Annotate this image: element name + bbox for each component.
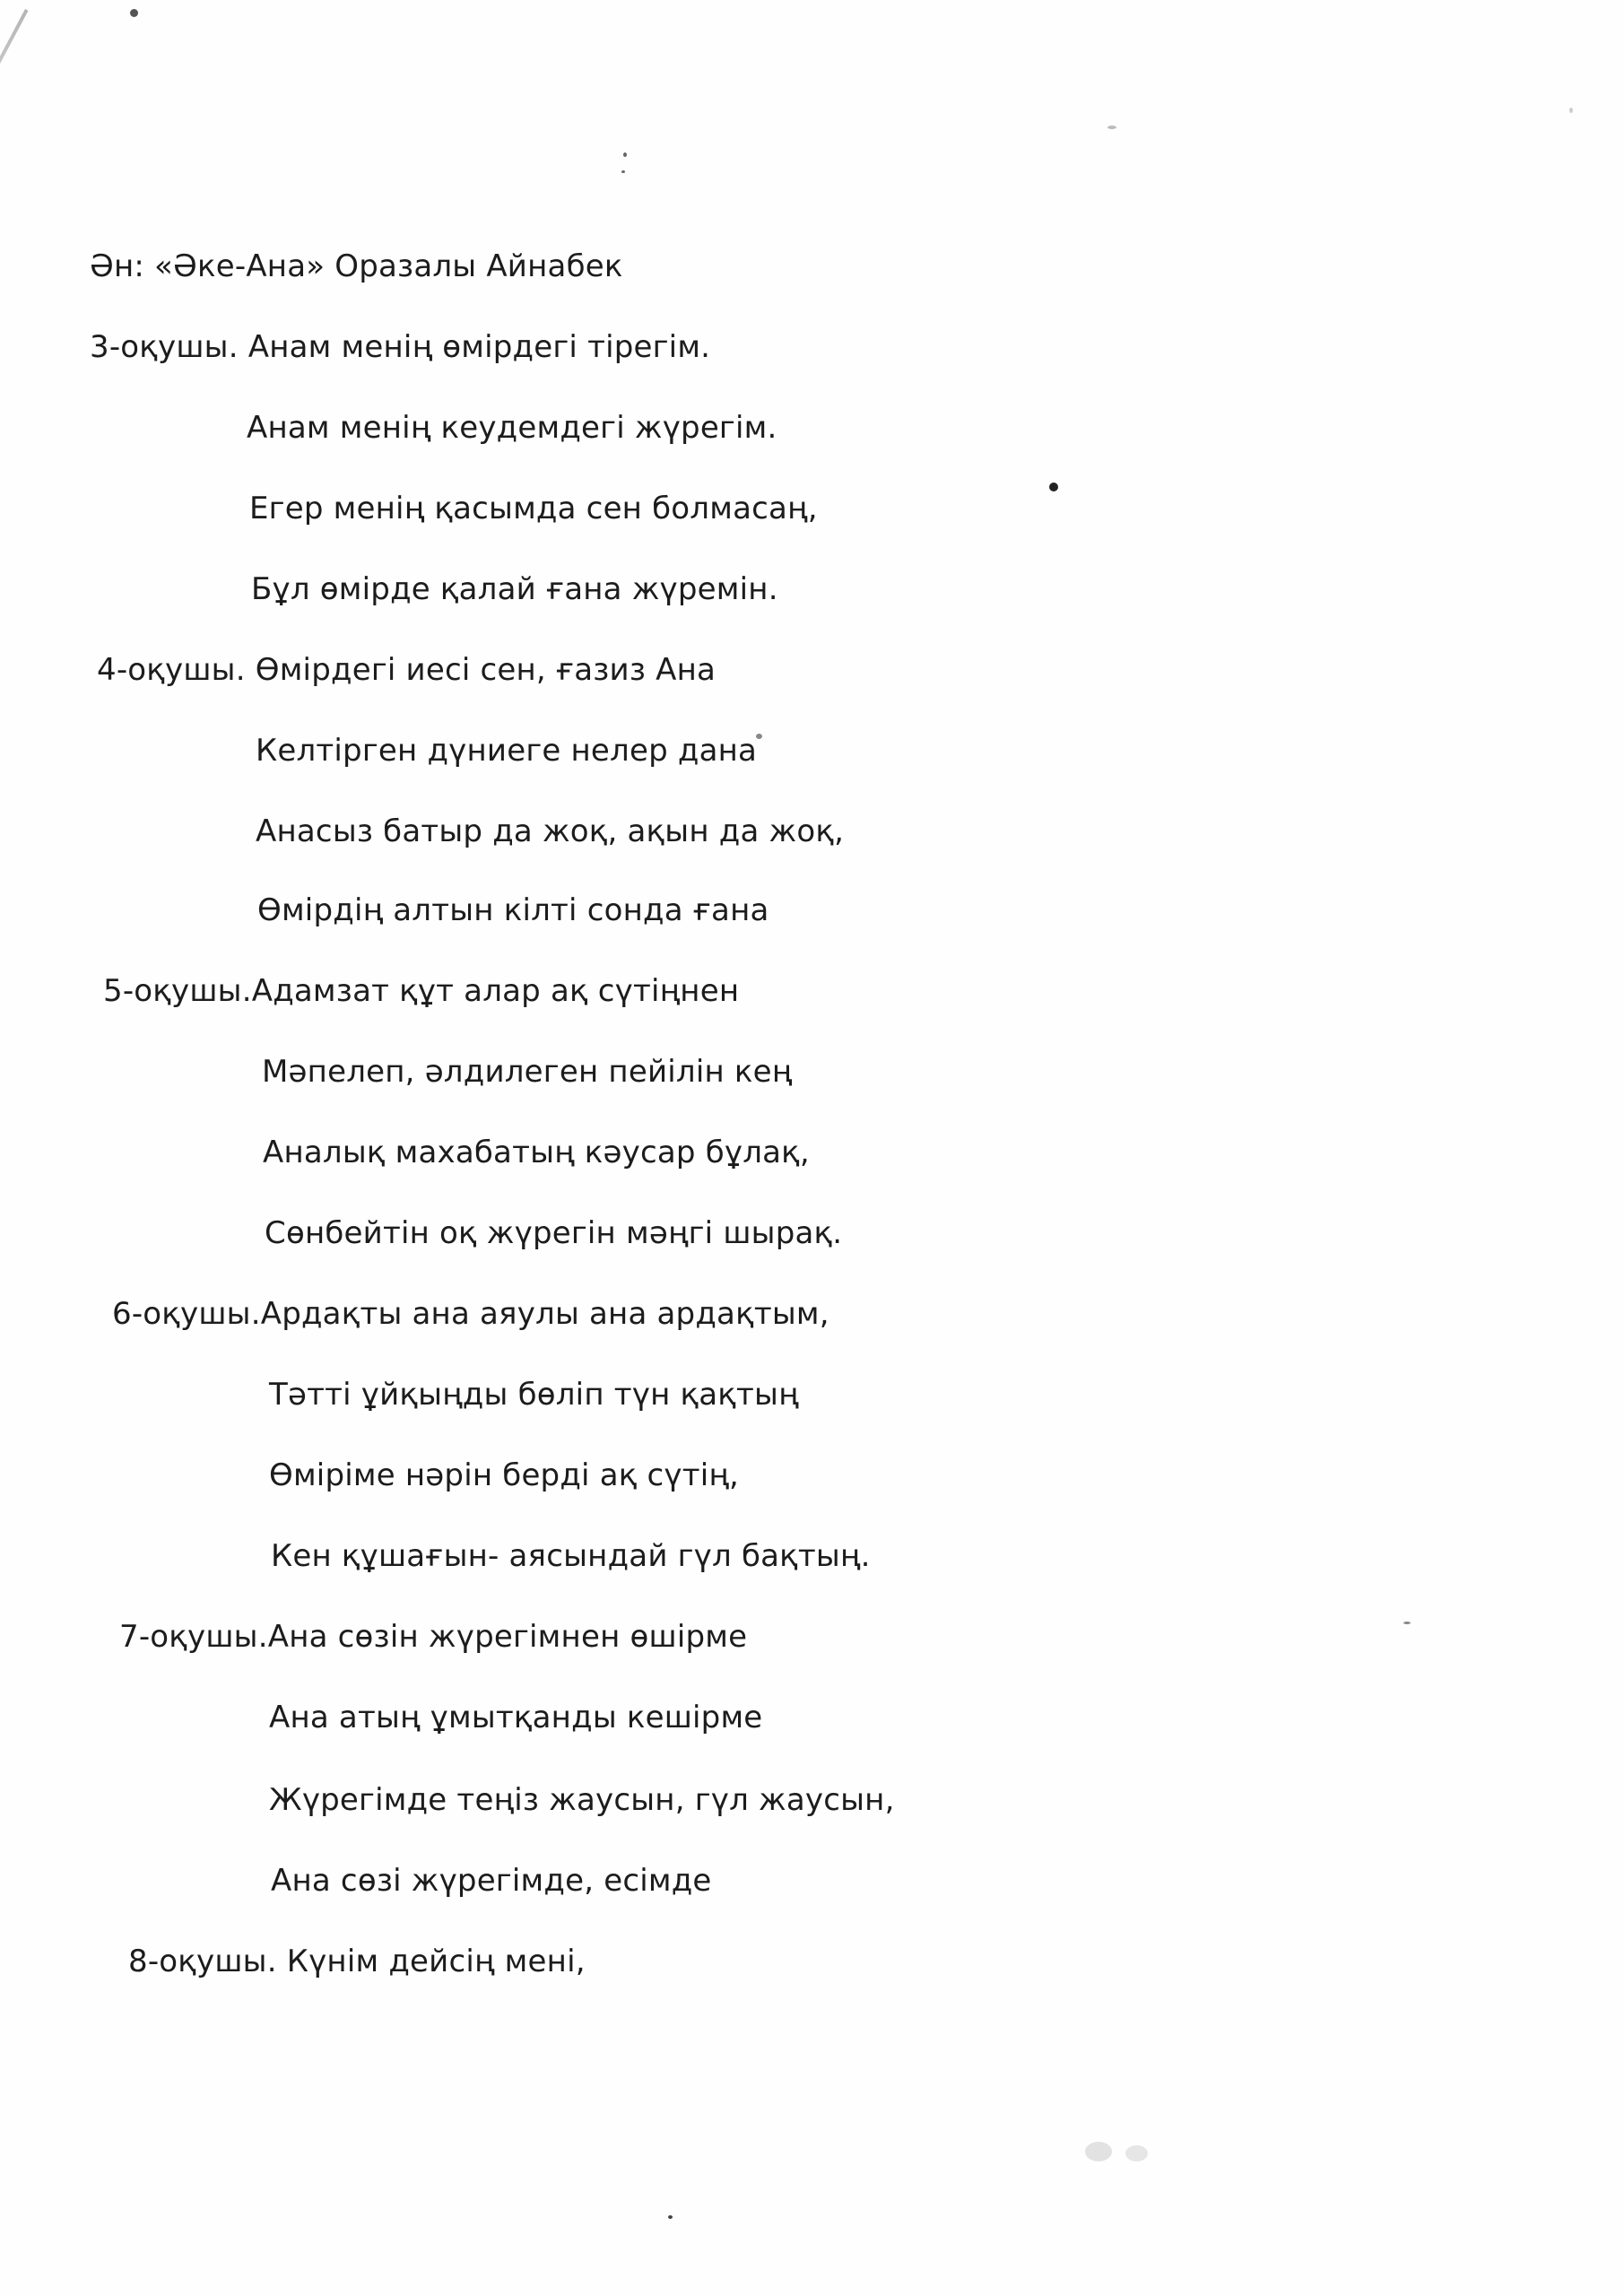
song-title: Ән: «Әке-Ана» Оразалы Айнабек [90,248,623,284]
scan-speck [668,2215,673,2219]
scan-speck [623,152,627,157]
verse-line: Ардақты ана аяулы ана ардақтым, [260,1296,829,1332]
verse-line: Анам менің өмірдегі тірегім. [248,329,711,365]
ink-dot [130,9,138,17]
stanza-line [128,1942,586,1981]
verse-line: Мәпелеп, әлдилеген пейілін кең [262,1054,793,1090]
verse-line: Бұл өмірде қалай ғана жүремін. [251,571,778,607]
verse-line: Өмірдегі иесі сен, ғазиз Ана [255,652,716,688]
speaker-label: 8-оқушы. [128,1944,277,1979]
speaker-label: 4-оқушы. [97,652,246,688]
verse-line: Жүрегімде теңіз жаусын, гүл жаусын, [269,1782,895,1818]
verse-line: Кен құшағын- аясындай гүл бақтың. [271,1538,871,1574]
scan-speck [621,170,625,173]
verse-line: Күнім дейсің мені, [286,1944,586,1979]
verse-line: Келтірген дүниеге нелер дана [256,733,758,769]
verse-line: Ана сөзі жүрегімде, есімде [271,1863,712,1899]
scan-streak [0,9,29,193]
verse-line: Анам менің кеудемдегі жүрегім. [247,410,777,446]
stanza-line [97,650,716,690]
verse-line: Тәтті ұйқыңды бөліп түн қақтың [269,1377,799,1413]
speaker-label: 5-оқушы. [103,973,252,1009]
speaker-label: 3-оқушы. [90,329,239,365]
ink-dot [1049,483,1058,491]
scan-speck [1107,126,1116,129]
verse-line: Аналық махабатың кәусар бұлақ, [263,1135,810,1170]
verse-line: Өмірдің алтын кілті сонда ғана [257,892,769,928]
scan-speck [1125,2145,1148,2161]
scan-speck [1085,2142,1112,2161]
stanza-line [119,1617,747,1657]
stanza-line [103,971,739,1011]
verse-line: Ана сөзін жүрегімнен өшірме [267,1619,748,1655]
verse-line: Адамзат құт алар ақ сүтіңнен [251,973,740,1009]
scan-speck [1403,1622,1411,1624]
verse-line: Өміріме нәрін берді ақ сүтің, [269,1457,740,1493]
speaker-label: 6-оқушы. [112,1296,261,1332]
stanza-line [90,327,710,367]
verse-line: Сөнбейтін оқ жүрегін мәңгі шырақ. [265,1215,843,1251]
scan-speck [1569,108,1573,113]
verse-line: Егер менің қасымда сен болмасаң, [249,491,818,526]
stanza-line [112,1294,829,1334]
verse-line: Анасыз батыр да жоқ, ақын да жоқ, [256,813,845,849]
verse-line: Ана атың ұмытқанды кешірме [269,1700,763,1735]
speaker-label: 7-оқушы. [119,1619,268,1655]
